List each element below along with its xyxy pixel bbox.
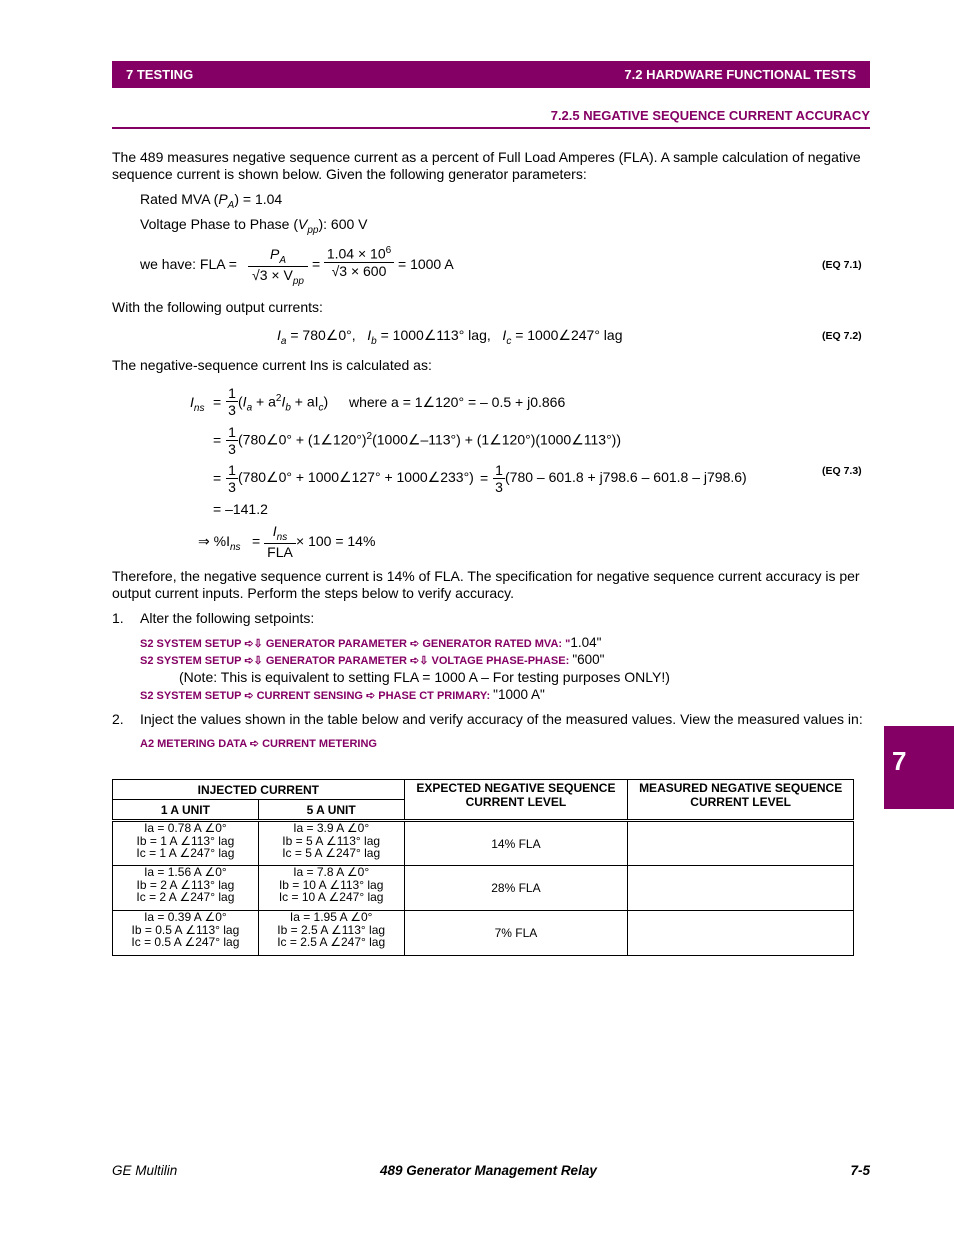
- eq2-ib-sub: b: [371, 335, 377, 347]
- rated-mva-symbol: P: [218, 191, 228, 207]
- eq3-line5-frac: [264, 523, 296, 560]
- eq3-line2-sup: 2: [366, 431, 373, 442]
- section-header: 7.2 HARDWARE FUNCTIONAL TESTS: [624, 67, 856, 82]
- eq2-ic-value: = 1000∠247° lag: [511, 327, 623, 343]
- setpoint-ct-primary: [140, 687, 545, 702]
- eq1-label: (EQ 7.1): [822, 259, 862, 271]
- eq3-line2-eq: =: [213, 432, 222, 448]
- eq3-third-2: [226, 424, 238, 457]
- subsection-title: 7.2.5 NEGATIVE SEQUENCE CURRENT ACCURACY: [550, 108, 870, 123]
- table-row: [113, 866, 854, 911]
- test-table: [112, 779, 854, 956]
- voltage-symbol: V: [298, 216, 308, 232]
- eq3-line1-lhs: [190, 394, 204, 414]
- eq1-frac1-num: [248, 246, 308, 267]
- eq3-ins: I: [190, 394, 194, 410]
- eq3-where: where a = 1∠120° = – 0.5 + j0.866: [349, 394, 566, 410]
- cell-line: Ic = 2 A ∠247° lag: [136, 890, 235, 904]
- eq3-l1-ia: I: [242, 393, 247, 410]
- row3-measured[interactable]: [628, 911, 854, 956]
- eq3-third-3-num: 1: [226, 462, 238, 479]
- eq1-den1: √3 × V: [252, 266, 293, 283]
- eq3-line3-eq2: =: [480, 470, 489, 486]
- eq3-l1-ic-sub: c: [318, 402, 324, 414]
- eq3-third-3-den: 3: [228, 479, 236, 495]
- eq3-l1-open: (: [238, 393, 243, 410]
- eq1-den2: √3 × 600: [331, 262, 387, 279]
- setpoint-path-3: S2 SYSTEM SETUP ➪ CURRENT SENSING ➪ PHASE CT PRIMARY:: [140, 690, 494, 702]
- footer-page-number: 7-5: [850, 1163, 870, 1178]
- eq3-line1-eq: =: [213, 394, 222, 410]
- chapter-tab: [884, 726, 954, 809]
- eq1-num1: P: [269, 246, 280, 262]
- cell-line: Ib = 10 A ∠113° lag: [278, 877, 384, 892]
- eq2-ic: I: [502, 327, 507, 343]
- eq3-line3: (780∠0° + 1000∠127° + 1000∠233°): [238, 469, 474, 485]
- eq3-l5-num-sub: ns: [276, 531, 288, 543]
- row3-expected: 7% FLA: [404, 911, 628, 956]
- row1-expected: 14% FLA: [404, 822, 628, 866]
- cell-line: Ia = 0.39 A ∠0°: [144, 910, 227, 924]
- chapter-tab-label: 7: [892, 746, 907, 776]
- eq3-line3-eq: =: [213, 470, 222, 486]
- rated-mva-label: Rated MVA (: [140, 191, 219, 207]
- ns-intro: The negative-sequence current Ins is calculated as:: [112, 357, 432, 373]
- setpoint-rated-mva: [140, 635, 601, 650]
- setpoint-voltage: [140, 652, 604, 667]
- eq1-frac2-num: [324, 245, 394, 263]
- output-intro: With the following output currents:: [112, 299, 323, 315]
- eq3-ins-sub: ns: [193, 402, 205, 414]
- row2-measured[interactable]: [628, 866, 854, 911]
- param-voltage: [140, 216, 368, 239]
- eq3-line5-num: [264, 523, 296, 544]
- row2-1a: [113, 866, 259, 911]
- step2-text: Inject the values shown in the table below and verify accuracy of the measured values. View the measured values in:: [140, 711, 863, 727]
- cell-line: Ib = 0.5 A ∠113° lag: [131, 922, 240, 937]
- eq3-line5-den: FLA: [267, 543, 293, 560]
- eq3-line3-rest: (780 – 601.8 + j798.6 – 601.8 – j798.6): [505, 469, 747, 485]
- eq3-line2: [238, 431, 621, 449]
- eq1-frac1-den: [248, 267, 308, 287]
- eq3-l1-ib-sub: b: [285, 402, 291, 414]
- eq3-l1-plus-aic: + aI: [290, 393, 319, 410]
- eq3-third-4-num: 1: [493, 462, 505, 479]
- eq3-third-1-den: 3: [228, 402, 236, 418]
- header-bar: [112, 61, 870, 88]
- step1-text: Alter the following setpoints:: [140, 610, 315, 626]
- setpoint-path-2: S2 SYSTEM SETUP ➪⇩ GENERATOR PARAMETER ➪⇩ VOLTAGE PHASE-PHASE:: [140, 655, 573, 667]
- row1-5a: [258, 822, 404, 866]
- cell-line: Ia = 1.95 A ∠0°: [289, 910, 373, 924]
- row2-5a: [258, 866, 404, 911]
- eq3-third-4-den: 3: [495, 479, 503, 495]
- eq1-num2: 1.04 × 10: [326, 245, 386, 262]
- eq1-lead: we have: FLA =: [140, 256, 237, 272]
- eq3-third-2-den: 3: [228, 441, 236, 457]
- setpoint-note: (Note: This is equivalent to setting FLA = 1000 A – For testing purposes ONLY!): [179, 669, 670, 685]
- th-measured: MEASURED NEGATIVE SEQUENCE CURRENT LEVEL: [628, 780, 854, 820]
- eq3-line5-rest: × 100 = 14%: [296, 533, 376, 549]
- eq3-third-4: [493, 462, 505, 495]
- table-row: [113, 911, 854, 956]
- eq3-l1-close: ): [323, 393, 329, 410]
- eq3-pct-ins: ⇒ %I: [198, 533, 230, 549]
- cell-line: Ib = 2.5 A ∠113° lag: [277, 922, 386, 937]
- eq3-l1-sq: 2: [275, 393, 282, 404]
- row2-expected: 28% FLA: [404, 866, 628, 911]
- cell-line: Ia = 0.78 A ∠0°: [144, 821, 227, 835]
- step1-number: 1.: [112, 610, 124, 626]
- row3-5a: [258, 911, 404, 956]
- eq3-line1-body: [238, 393, 328, 413]
- rated-mva-sub: A: [227, 199, 235, 211]
- eq3-line5-lhs: [198, 533, 241, 553]
- intro-paragraph: The 489 measures negative sequence current as a percent of Full Load Amperes (FLA). A sample calculation of negative sequence current is shown below. Given the following generator parameters:: [112, 149, 861, 182]
- therefore-paragraph: Therefore, the negative sequence current is 14% of FLA. The specification for negative sequence current accuracy is per output current inputs. Perform the steps below to verify accuracy.: [112, 568, 860, 601]
- eq1-frac2: [324, 245, 394, 279]
- eq1-result: = 1000 A: [398, 256, 454, 272]
- cell-line: Ic = 5 A ∠247° lag: [282, 846, 381, 860]
- voltage-value: ): 600 V: [318, 216, 368, 232]
- row3-1a: [113, 911, 259, 956]
- table-row: [113, 822, 854, 866]
- cell-line: Ib = 1 A ∠113° lag: [136, 833, 235, 848]
- eq3-third-2-num: 1: [226, 424, 238, 441]
- eq3-line5-eq: =: [252, 533, 261, 549]
- setpoint-value-1: 1.04": [570, 635, 602, 650]
- eq3-pct-ins-sub: ns: [229, 541, 241, 553]
- setpoint-value-2: "600": [572, 652, 605, 667]
- eq3-l1-plus-a: + a: [252, 393, 276, 410]
- eq2-ib-value: = 1000∠113° lag,: [376, 327, 491, 343]
- eq1-num1-sub: A: [279, 254, 286, 266]
- row1-measured[interactable]: [628, 822, 854, 866]
- footer-product: 489 Generator Management Relay: [380, 1163, 597, 1178]
- chapter-title: 7 TESTING: [126, 67, 194, 82]
- cell-line: Ic = 0.5 A ∠247° lag: [131, 935, 240, 949]
- eq1-equals: =: [312, 256, 321, 272]
- eq1-frac1: [248, 246, 308, 287]
- th-injected-current: INJECTED CURRENT: [113, 780, 405, 800]
- cell-line: Ia = 1.56 A ∠0°: [144, 865, 227, 879]
- cell-line: Ia = 3.9 A ∠0°: [293, 821, 370, 835]
- voltage-sub: pp: [307, 224, 319, 236]
- eq2-line: [277, 327, 623, 347]
- th-5a-unit: 5 A UNIT: [258, 800, 404, 820]
- eq1-num2-sup: 6: [385, 245, 392, 256]
- eq2-ic-sub: c: [506, 335, 512, 347]
- eq3-line4: = –141.2: [213, 501, 268, 517]
- th-1a-unit: 1 A UNIT: [113, 800, 259, 820]
- eq2-label: (EQ 7.2): [822, 330, 862, 342]
- eq2-ia-value: = 780∠0°,: [286, 327, 356, 343]
- setpoint-path-1: S2 SYSTEM SETUP ➪⇩ GENERATOR PARAMETER ➪ GENERATOR RATED MVA: ": [140, 638, 571, 650]
- eq3-line2-a: (780∠0° + (1∠120°): [238, 431, 367, 448]
- eq3-third-1: [226, 385, 238, 418]
- eq3-l1-ia-sub: a: [246, 402, 253, 414]
- cell-line: Ia = 7.8 A ∠0°: [293, 865, 370, 879]
- rated-mva-value: ) = 1.04: [234, 191, 283, 207]
- eq2-ia-sub: a: [280, 335, 287, 347]
- footer-company: GE Multilin: [112, 1163, 178, 1178]
- eq1-den1-sub: pp: [292, 275, 304, 287]
- voltage-label: Voltage Phase to Phase (: [140, 216, 298, 232]
- metering-path: A2 METERING DATA ➪ CURRENT METERING: [140, 738, 377, 750]
- eq3-line2-b: (1000∠–113°) + (1∠120°)(1000∠113°)): [372, 431, 621, 448]
- cell-line: Ic = 1 A ∠247° lag: [136, 846, 235, 860]
- eq3-l1-ib: I: [281, 393, 286, 410]
- cell-line: Ib = 5 A ∠113° lag: [282, 833, 381, 848]
- eq2-ib: I: [367, 327, 372, 343]
- cell-line: Ic = 2.5 A ∠247° lag: [277, 935, 386, 949]
- eq3-l5-num-i: I: [272, 523, 277, 539]
- th-expected: EXPECTED NEGATIVE SEQUENCE CURRENT LEVEL: [404, 780, 628, 820]
- eq3-label: (EQ 7.3): [822, 465, 862, 477]
- setpoint-value-3: "1000 A": [493, 687, 545, 702]
- step2-number: 2.: [112, 711, 124, 727]
- row1-1a: [113, 822, 259, 866]
- param-rated-mva: [140, 191, 282, 214]
- cell-line: Ic = 10 A ∠247° lag: [278, 890, 384, 904]
- cell-line: Ib = 2 A ∠113° lag: [136, 877, 235, 892]
- eq3-third-1-num: 1: [226, 385, 238, 402]
- eq2-ia: I: [277, 327, 281, 343]
- section-divider: [112, 127, 870, 129]
- eq3-third-3: [226, 462, 238, 495]
